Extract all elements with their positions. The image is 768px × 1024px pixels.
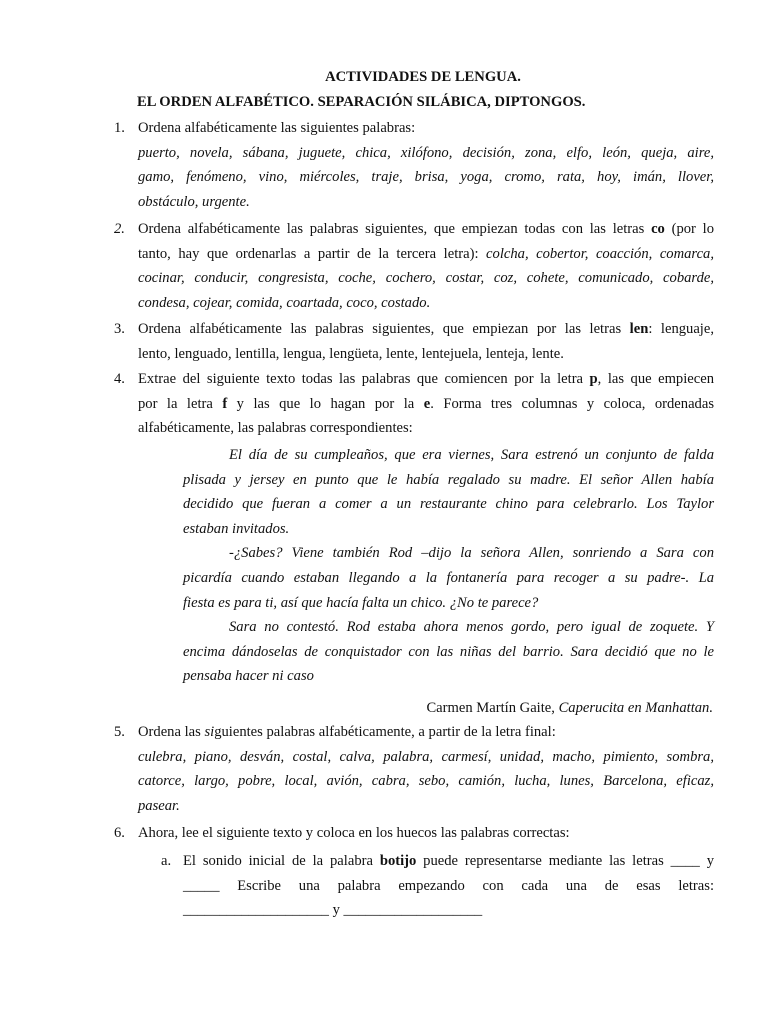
text-run: Extrae del siguiente texto todas las palabras que comiencen por la letra (138, 371, 590, 387)
word-list: gamo, fenómeno, vino, miércoles, traje, brisa, yoga, cromo, rata, hoy, imán, llover, (138, 169, 714, 186)
quote-line: decidido que fueran a comer a un restaurante chino para celebrarlo. Los Taylor (183, 496, 714, 513)
text-run: por la letra (138, 395, 223, 412)
item-body (138, 116, 714, 214)
text-run: Ordena alfabéticamente las palabras siguientes, que empiezan por las letras (138, 321, 630, 337)
item-number: 1. (114, 120, 125, 136)
text-run: tanto, hay que ordenarlas a partir de la tercera letra): (138, 245, 487, 262)
document-title: ACTIVIDADES DE LENGUA. (325, 69, 521, 85)
item-text (138, 242, 714, 267)
item-body (138, 217, 714, 315)
word-list: catorce, largo, pobre, local, avión, cabra, sebo, camión, lucha, lunes, Barcelona, eficaz, (138, 773, 714, 790)
text-run: y las que lo hagan por la (227, 395, 424, 412)
bold-letters: len (629, 321, 649, 337)
item-text (138, 217, 714, 242)
citation-work: Caperucita en Manhattan. (558, 700, 713, 716)
text-run: (por lo (664, 221, 715, 237)
word-list: lento, lenguado, lentilla, lengua, lengüeta, lente, lentejuela, lenteja, lente. (138, 345, 564, 362)
item-text: Ordena alfabéticamente las siguientes palabras: (138, 120, 416, 136)
text-run: Ordena las (138, 724, 205, 740)
word-list: pasear. (138, 797, 180, 814)
quote-line: -¿Sabes? Viene también Rod –dijo la señora Allen, sonriendo a Sara con (229, 545, 714, 562)
text-run: , las que empiecen (597, 371, 714, 387)
quote-line: fiesta es para ti, así que hacía falta un chico. ¿No te parece? (183, 594, 539, 611)
italic-run: si (204, 724, 215, 740)
document-subtitle: EL ORDEN ALFABÉTICO. SEPARACIÓN SILÁBICA, DIPTONGOS. (137, 94, 586, 110)
item-text: Ahora, lee el siguiente texto y coloca en los huecos las palabras correctas: (138, 825, 570, 841)
quote-line: encima dándoselas de conquistador con las niñas del barrio. Sara decidió que no le (183, 643, 714, 660)
item-text (138, 392, 714, 417)
quote-line: El día de su cumpleaños, que era viernes, Sara estrenó un conjunto de falda (229, 447, 714, 463)
quote-line: estaban invitados. (183, 520, 290, 537)
item-text (138, 720, 714, 745)
item-body (138, 367, 714, 441)
bold-letters: f (222, 395, 228, 412)
bold-letters: co (651, 221, 665, 237)
citation-author: Carmen Martín Gaite, (426, 700, 559, 716)
text-run: El sonido inicial de la palabra (183, 853, 380, 869)
item-text (138, 317, 714, 342)
word-list: obstáculo, urgente. (138, 193, 250, 210)
subitem-body (183, 849, 714, 923)
bold-letters: p (589, 371, 598, 387)
text-run: guientes palabras alfabéticamente, a partir de la letra final: (214, 724, 556, 740)
item-body (138, 821, 714, 846)
text-run: : lenguaje, (648, 321, 714, 337)
text-run: . Forma tres columnas y coloca, ordenadas (430, 395, 715, 412)
item-text (138, 367, 714, 392)
citation (426, 696, 713, 721)
word-list: culebra, piano, desván, costal, calva, palabra, carmesí, unidad, macho, pimiento, sombra, (138, 748, 714, 765)
item-number: 4. (114, 371, 125, 387)
quote-line: plisada y jersey en punto que le había regalado su madre. El señor Allen había (183, 471, 714, 488)
item-body (138, 720, 714, 818)
quoted-text (183, 443, 714, 689)
quote-line: picardía cuando estaban llegando a la fontanería para recoger a su padre-. La (183, 569, 714, 586)
text-run: Ordena alfabéticamente las palabras siguientes, que empiezan todas con las letras (138, 221, 652, 237)
quote-line: pensaba hacer ni caso (183, 668, 314, 685)
item-number: 6. (114, 825, 125, 841)
quote-line: Sara no contestó. Rod estaba ahora menos gordo, pero igual de zoquete. Y (229, 619, 714, 636)
item-number: 5. (114, 724, 125, 740)
word-list: puerto, novela, sábana, juguete, chica, xilófono, decisión, zona, elfo, león, queja, aire, (138, 144, 714, 161)
item-body (138, 317, 714, 366)
word-list: condesa, cojear, comida, coartada, coco, costado. (138, 294, 431, 311)
subitem-text (183, 849, 714, 874)
word-list: cocinar, conducir, congresista, coche, cochero, costar, coz, cohete, comunicado, cobarde, (138, 270, 714, 287)
text-run: puede representarse mediante las letras ____ y (416, 853, 714, 869)
item-number: 2. (114, 221, 125, 237)
item-number: 3. (114, 321, 125, 337)
fill-in-blanks: ____________________ y ___________________ (183, 902, 483, 919)
word-list: colcha, cobertor, coacción, comarca, (486, 245, 714, 262)
subitem-text: _____ Escribe una palabra empezando con cada una de esas letras: (183, 877, 714, 894)
subitem-label: a. (161, 853, 172, 869)
item-text: alfabéticamente, las palabras correspondientes: (138, 420, 413, 437)
bold-letters: e (423, 395, 431, 412)
bold-word: botijo (379, 853, 417, 869)
